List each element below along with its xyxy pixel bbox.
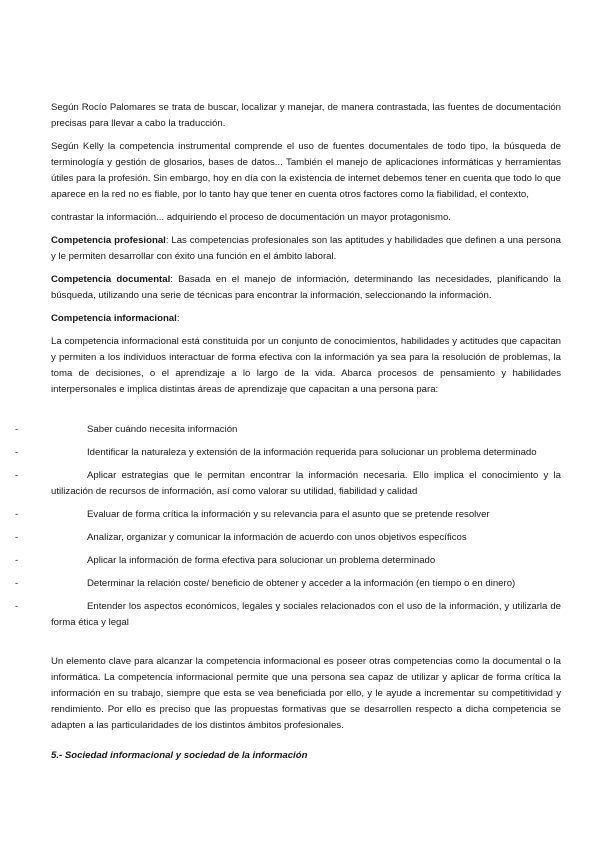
definition-competencia-documental: : Basada en el manejo de información, determinando las necesidades, planificando la búsqueda, utilizando una serie de técnicas para encontrar la información, seleccionando la información. xyxy=(51,274,561,301)
list-item xyxy=(15,468,561,500)
paragraph-contrastar: contrastar la información... adquiriendo el proceso de documentación un mayor protagonismo. xyxy=(51,212,451,223)
list-marker: - xyxy=(15,601,19,612)
paragraph-palomares: Según Rocío Palomares se trata de buscar, localizar y manejar, de manera contrastada, las fuentes de documentación precisas para llevar a cabo la traducción. xyxy=(51,102,561,129)
list-item-text: Identificar la naturaleza y extensión de la información requerida para solucionar un problema determinado xyxy=(87,447,537,458)
capabilities-list xyxy=(15,422,561,631)
section-heading: 5.- Sociedad informacional y sociedad de la información xyxy=(51,750,308,761)
paragraph-elemento-clave: Un elemento clave para alcanzar la competencia informacional es poseer otras competencias como la documental o la informática. La competencia informacional permite que una persona sea capaz de utilizar y aplicar de forma crítica la información en su trabajo, siempre que esta se vea beneficiada por ello, y le ayude a incrementar su competitividad y rendimiento. Por ello es preciso que las propuestas formativas que se desarrollen respecto a dicha competencia se adapten a las particularidades de los distintos ámbitos profesionales. xyxy=(51,656,561,731)
list-item xyxy=(15,445,561,461)
list-item xyxy=(15,599,561,631)
list-marker: - xyxy=(15,532,19,543)
paragraph-competencia-profesional xyxy=(51,233,561,265)
term-competencia-informacional: Competencia informacional xyxy=(51,313,177,324)
list-item-text: Analizar, organizar y comunicar la información de acuerdo con unos objetivos específicos xyxy=(87,532,467,543)
document-body xyxy=(15,100,561,771)
paragraph-competencia-documental xyxy=(51,272,561,304)
list-item-text: Entender los aspectos económicos, legales y sociales relacionados con el uso de la información, y utilizarla de forma ética y legal xyxy=(51,601,561,628)
paragraph-competencia-informacional-heading xyxy=(51,311,561,327)
term-competencia-profesional: Competencia profesional xyxy=(51,235,166,246)
list-marker: - xyxy=(15,470,19,481)
list-item-text: Saber cuándo necesita información xyxy=(87,424,238,435)
paragraph-competencia-informacional: La competencia informacional está constituida por un conjunto de conocimientos, habilidades y actitudes que capacitan y permiten a los individuos interactuar de forma efectiva con la información ya sea para la resolución de problemas, la toma de decisiones, o el aprendizaje a lo largo de la vida. Abarca procesos de pensamiento y habilidades interpersonales e implica distintas áreas de aprendizaje que capacitan a una persona para: xyxy=(51,336,561,395)
term-competencia-documental: Competencia documental xyxy=(51,274,171,285)
list-item-text: Evaluar de forma crítica la información y su relevancia para el asunto que se pretende resolver xyxy=(87,509,490,520)
list-item-text: Aplicar estrategias que le permitan encontrar la información necesaria. Ello implica el conocimiento y la utilización de recursos de información, así como valorar su utilidad, fiabilidad y calidad xyxy=(51,470,561,497)
list-item xyxy=(15,530,561,546)
list-item-text: Determinar la relación coste/ beneficio de obtener y acceder a la información (en tiempo o en dinero) xyxy=(87,578,516,589)
colon: : xyxy=(176,313,180,324)
paragraph-kelly: Según Kelly la competencia instrumental comprende el uso de fuentes documentales de todo tipo, la búsqueda de terminología y gestión de glosarios, bases de datos... También el manejo de aplicaciones informáticas y herramientas útiles para la profesión. Sin embargo, hoy en día con la existencia de internet debemos tener en cuenta que todo lo que aparece en la red no es fiable, por lo tanto hay que tener en cuenta otros factores como la fiabilidad, el contexto, xyxy=(51,141,561,200)
list-item xyxy=(15,553,561,569)
list-item xyxy=(15,507,561,523)
list-item-text: Aplicar la información de forma efectiva para solucionar un problema determinado xyxy=(87,555,436,566)
list-item xyxy=(15,422,561,438)
spacer xyxy=(51,638,561,654)
list-item xyxy=(15,576,561,592)
list-marker: - xyxy=(15,555,19,566)
list-marker: - xyxy=(15,447,19,458)
list-marker: - xyxy=(15,509,19,520)
list-marker: - xyxy=(15,424,19,435)
definition-competencia-profesional: : Las competencias profesionales son las aptitudes y habilidades que definen a una persona y le permiten desarrollar con éxito una función en el ámbito laboral. xyxy=(51,235,561,262)
list-marker: - xyxy=(15,578,19,589)
